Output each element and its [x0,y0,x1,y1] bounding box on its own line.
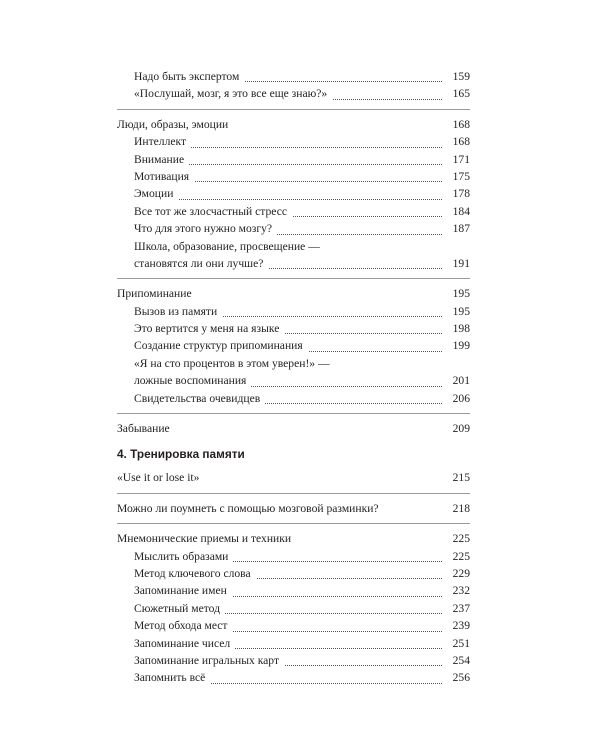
toc-subentry[interactable] [117,151,470,168]
toc-subentry[interactable] [117,617,470,634]
toc-subentry[interactable] [117,390,470,407]
toc-page-number: 165 [449,85,470,102]
toc-subentry[interactable] [117,168,470,185]
toc-page-number: 171 [449,151,470,168]
toc-entry-title: Это вертится у меня на языке [134,320,284,337]
toc-page-number: 229 [449,565,470,582]
toc-page-number: 239 [449,617,470,634]
toc-subentry[interactable] [117,669,470,686]
section-divider [117,493,470,494]
toc-entry-title: Припоминание [117,285,197,302]
toc-entry-title: Внимание [134,151,189,168]
section-divider [117,413,470,414]
toc-page-number: 175 [449,168,470,185]
toc-page-number: 237 [449,600,470,617]
toc-page-number: 199 [449,337,470,354]
toc-subentry[interactable] [117,133,470,150]
toc-page-number: 168 [449,133,470,150]
toc-entry-title: Свидетельства очевидцев [134,390,265,407]
toc-entry-title: Запомнить всё [134,669,210,686]
toc-entry-title: Запоминание чисел [134,635,235,652]
toc-entry-title: Мнемонические приемы и техники [117,530,296,547]
toc-page-number: 209 [449,420,470,437]
section-divider [117,278,470,279]
toc-entry-title: Интеллект [134,133,191,150]
toc-subentry[interactable] [117,582,470,599]
chapter-heading: 4. Тренировка памяти [117,447,245,462]
toc-entry-title: «Use it or lose it» [117,469,204,486]
toc-entry-title: Все тот же злосчастный стресс [134,203,292,220]
toc-entry-title: Запоминание имен [134,582,232,599]
toc-entry-title: ложные воспоминания [134,372,251,389]
toc-entry-title: Забывание [117,420,175,437]
toc-page-number: 251 [449,635,470,652]
toc-page-number: 206 [449,390,470,407]
dot-leader [134,199,442,200]
toc-subentry[interactable] [117,355,470,372]
toc-entry-title: становятся ли они лучше? [134,255,268,272]
toc-page-number: 191 [449,255,470,272]
toc-subentry[interactable] [117,548,470,565]
toc-entry-title: Запоминание игральных карт [134,652,284,669]
toc-entry[interactable] [117,285,470,302]
toc-entry[interactable] [117,116,470,133]
toc-entry-title: Мыслить образами [134,548,233,565]
toc-page-number: 184 [449,203,470,220]
toc-subentry[interactable] [117,320,470,337]
toc-entry-title: Эмоции [134,185,178,202]
toc-entry[interactable] [117,530,470,547]
toc-page-number: 232 [449,582,470,599]
toc-entry-title: Что для этого нужно мозгу? [134,220,277,237]
toc-page-number: 225 [449,548,470,565]
toc-page-number: 159 [449,68,470,85]
toc-entry-title: «Послушай, мозг, я это все еще знаю?» [134,85,332,102]
toc-subentry[interactable] [117,372,470,389]
toc-entry-title: Метод обхода мест [134,617,232,634]
toc-entry-title: Люди, образы, эмоции [117,116,233,133]
toc-subentry[interactable] [117,68,470,85]
toc-page-number: 256 [449,669,470,686]
toc-entry[interactable] [117,469,470,486]
toc-subentry[interactable] [117,185,470,202]
toc-page-number: 254 [449,652,470,669]
toc-page-number: 195 [449,303,470,320]
toc-subentry[interactable] [117,337,470,354]
toc-subentry[interactable] [117,652,470,669]
toc-subentry[interactable] [117,255,470,272]
toc-entry-title: Можно ли поумнеть с помощью мозговой разминки? [117,500,384,517]
toc-entry[interactable] [117,420,470,437]
toc-subentry[interactable] [117,635,470,652]
toc-page-number: 187 [449,220,470,237]
section-divider [117,109,470,110]
toc-entry-title: Мотивация [134,168,194,185]
toc-subentry[interactable] [117,238,470,255]
toc-page-number: 218 [449,500,470,517]
table-of-contents [117,68,470,687]
toc-entry-title: Надо быть экспертом [134,68,244,85]
toc-page-number: 195 [449,285,470,302]
toc-subentry[interactable] [117,565,470,582]
toc-page-number: 201 [449,372,470,389]
section-divider [117,523,470,524]
toc-page-number: 225 [449,530,470,547]
toc-entry-title: Метод ключевого слова [134,565,256,582]
toc-page-number: 215 [449,469,470,486]
toc-subentry[interactable] [117,600,470,617]
toc-page-number: 168 [449,116,470,133]
toc-entry-title: Сюжетный метод [134,600,225,617]
toc-subentry[interactable] [117,303,470,320]
toc-entry-title: Вызов из памяти [134,303,222,320]
toc-entry[interactable] [117,500,470,517]
toc-page-number: 198 [449,320,470,337]
toc-entry-title: Создание структур припоминания [134,337,308,354]
toc-subentry[interactable] [117,85,470,102]
toc-subentry[interactable] [117,203,470,220]
toc-subentry[interactable] [117,220,470,237]
toc-entry-title: «Я на сто процентов в этом уверен!» — [134,355,335,372]
toc-page-number: 178 [449,185,470,202]
toc-entry-title: Школа, образование, просвещение — [134,238,325,255]
